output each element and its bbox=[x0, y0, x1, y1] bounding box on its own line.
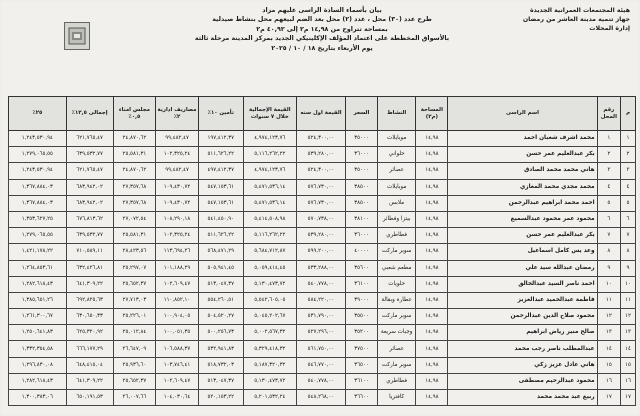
area-cell: ١٤,٩٨ bbox=[416, 341, 448, 357]
bidder-name: هاني محمد محمد الصادق bbox=[448, 163, 597, 179]
insurance-cell: ٥٣٢,٩٤١,٨٣ bbox=[198, 341, 243, 357]
first-year-value: ٥٢٤,٣٠٠,٠٠ bbox=[296, 131, 345, 147]
price-cell: ٣٦٠٠٠ bbox=[346, 147, 378, 163]
council-cell: ٢٥,٦٥٢,٣٧ bbox=[113, 276, 156, 292]
first-year-value: ٥٤٠,٧٧٨,٠٠ bbox=[296, 276, 345, 292]
table-row bbox=[9, 179, 636, 195]
first-year-value: ٥٣٩,٢٨٠,٠٠ bbox=[296, 228, 345, 244]
total-value-7y: ٥,١٣٠,٤٧٣,٧٢ bbox=[243, 373, 296, 389]
total-cell: ٦٢١,٧٦٥,٤٧ bbox=[66, 131, 113, 147]
area-cell: ١٤,٩٨ bbox=[416, 260, 448, 276]
price-cell: ٣٦٦٠٠ bbox=[346, 390, 378, 406]
total-cell: ٦٤٨,٤١٥,٠٤ bbox=[66, 357, 113, 373]
total-value-7y: ٥,٠٥٩,٤١٤,٤٥ bbox=[243, 260, 296, 276]
first-year-value: ٥٣١,٧٩٠,٠٠ bbox=[296, 309, 345, 325]
total-cell: ٦٩٢,٨٢٥,٦٣ bbox=[66, 292, 113, 308]
price-cell: ٣٨٥٠٠ bbox=[346, 195, 378, 211]
percent-25-cell: ١,٣٣٢,٣٥٤,٥٨ bbox=[9, 341, 67, 357]
price-cell: ٣٦٠٠٠ bbox=[346, 228, 378, 244]
activity-cell: ملابس bbox=[377, 195, 415, 211]
bidder-name: بكر عبدالعليم عمر حسن bbox=[448, 147, 597, 163]
shop-number: ٣ bbox=[597, 163, 620, 179]
price-cell: ٣٦١٠٠ bbox=[346, 276, 378, 292]
total-cell: ٦٦٦,١٧٧,٢٩ bbox=[66, 341, 113, 357]
council-cell: ٢٥,٠١٢,٨٤ bbox=[113, 325, 156, 341]
percent-25-cell: ١,٣٦٧,٨٨٤,٠٣ bbox=[9, 195, 67, 211]
total-cell: ٦٤١,٣٠٩,٢٢ bbox=[66, 373, 113, 389]
total-cell: ٦٨٣,٩٤٢,٠٢ bbox=[66, 179, 113, 195]
table-row bbox=[9, 260, 636, 276]
shop-number: ٢ bbox=[597, 147, 620, 163]
issuing-authority bbox=[480, 6, 630, 33]
insurance-cell: ٥٤٧,١٥٣,٦١ bbox=[198, 179, 243, 195]
row-number: ١١ bbox=[621, 292, 636, 308]
council-cell: ٢٦,٠٠٧,٦٦ bbox=[113, 390, 156, 406]
total-cell: ٦٧٦,٨١٣,٦٢ bbox=[66, 211, 113, 227]
first-year-value: ٥٧٠,٧٣٨,٠٠ bbox=[296, 211, 345, 227]
insurance-cell: ٥١٣,٠٤٧,٣٧ bbox=[198, 373, 243, 389]
activity-cell: مطعم شعبي bbox=[377, 260, 415, 276]
document-title bbox=[172, 6, 472, 53]
total-value-7y: ٥,٥٤٢,٦٠٥,٠٥ bbox=[243, 292, 296, 308]
price-cell: ٣٩٠٠٠ bbox=[346, 292, 378, 308]
admin-fees-cell: ١٠٠,٠٥١,٣٥ bbox=[156, 325, 199, 341]
bidder-name: بكر عبدالعليم عمر حسن bbox=[448, 228, 597, 244]
first-year-value: ٥٢٤,٣٠٠,٠٠ bbox=[296, 163, 345, 179]
council-cell: ٢٧,٣٥٧,٦٨ bbox=[113, 195, 156, 211]
area-cell: ١٤,٩٨ bbox=[416, 131, 448, 147]
council-cell: ٢٧,٣٥٧,٦٨ bbox=[113, 179, 156, 195]
insurance-cell: ٥٥٤,٢٦٠,٥١ bbox=[198, 292, 243, 308]
percent-25-cell: ١,٢٤٣,٥٣٠,٩٤ bbox=[9, 131, 67, 147]
table-row bbox=[9, 325, 636, 341]
admin-fees-cell: ١٠٩,٤٣٠,٧٢ bbox=[156, 195, 199, 211]
activity-cell: سوبر ماركت bbox=[377, 244, 415, 260]
shop-number: ٦ bbox=[597, 211, 620, 227]
shop-number: ١ bbox=[597, 131, 620, 147]
area-cell: ١٤,٩٨ bbox=[416, 292, 448, 308]
insurance-cell: ٥٠٥,٩٤١,٤٥ bbox=[198, 260, 243, 276]
activity-cell: حلويات bbox=[377, 276, 415, 292]
bidder-name: فاطمة عبدالحميد عبدالعزيز bbox=[448, 292, 597, 308]
council-cell: ٢٥,٢٢٦,٠١ bbox=[113, 309, 156, 325]
admin-fees-cell: ١٠٢,٦٠٩,٤٧ bbox=[156, 276, 199, 292]
total-value-7y: ٥,٤٧١,٥٣٦,١٤ bbox=[243, 179, 296, 195]
activity-cell: سوبر ماركت bbox=[377, 357, 415, 373]
row-number: ١٣ bbox=[621, 325, 636, 341]
activity-cell: كافتريا bbox=[377, 390, 415, 406]
council-cell: ٢٥,٦٥٢,٣٧ bbox=[113, 373, 156, 389]
row-number: ٦ bbox=[621, 211, 636, 227]
col-header-area: المساحة (م٢) bbox=[416, 97, 448, 131]
area-cell: ١٤,٩٨ bbox=[416, 195, 448, 211]
activity-cell: بيتزا وفطائر bbox=[377, 211, 415, 227]
row-number: ٤ bbox=[621, 179, 636, 195]
first-year-value: ٥٧٦,٧٣٠,٠٠ bbox=[296, 179, 345, 195]
table-row bbox=[9, 244, 636, 260]
authority-line-3: إدارة المحلات bbox=[589, 25, 630, 32]
shop-number: ١٠ bbox=[597, 276, 620, 292]
activity-cell: عصائر bbox=[377, 163, 415, 179]
total-cell: ٦٥٠,١٩١,٥٣ bbox=[66, 390, 113, 406]
total-cell: ٦٣٩,٥٣٢,٧٧ bbox=[66, 147, 113, 163]
admin-fees-cell: ١٠٤,٠٣٠,٦٤ bbox=[156, 390, 199, 406]
area-cell: ١٤,٩٨ bbox=[416, 325, 448, 341]
area-cell: ١٤,٩٨ bbox=[416, 163, 448, 179]
first-year-value: ٥٤٦,٧٧٠,٠٠ bbox=[296, 357, 345, 373]
activity-cell: عصائر bbox=[377, 341, 415, 357]
shop-number: ٧ bbox=[597, 228, 620, 244]
row-number: ٣ bbox=[621, 163, 636, 179]
shop-number: ١٢ bbox=[597, 309, 620, 325]
first-year-value: ٥٢٧,٢٩٦,٠٠ bbox=[296, 325, 345, 341]
price-cell: ٣٧٥٠٠ bbox=[346, 341, 378, 357]
price-cell: ٣٦٥٠٠ bbox=[346, 357, 378, 373]
authority-line-1: هيئة المجتمعات العمرانية الجديدة bbox=[529, 7, 630, 14]
first-year-value: ٥٣٩,٢٨٠,٠٠ bbox=[296, 147, 345, 163]
insurance-cell: ٥١١,٦٢٦,٢٢ bbox=[198, 228, 243, 244]
shop-number: ١٥ bbox=[597, 357, 620, 373]
total-value-7y: ٥,٤٧١,٥٣٦,١٤ bbox=[243, 195, 296, 211]
council-cell: ٢٥,٩٣٦,٦٠ bbox=[113, 357, 156, 373]
area-cell: ١٤,٩٨ bbox=[416, 309, 448, 325]
area-cell: ١٤,٩٨ bbox=[416, 276, 448, 292]
row-number: ١٠ bbox=[621, 276, 636, 292]
shop-number: ٥ bbox=[597, 195, 620, 211]
table-header-row bbox=[9, 97, 636, 131]
council-cell: ٢٨,٤٢٣,٥٦ bbox=[113, 244, 156, 260]
first-year-value: ٥٩٩,٢٠٠,٠٠ bbox=[296, 244, 345, 260]
percent-25-cell: ١,٢٩٦,٨٣٠,٠٨ bbox=[9, 357, 67, 373]
table-row bbox=[9, 292, 636, 308]
table-row bbox=[9, 373, 636, 389]
first-year-value: ٥٧٦,٧٣٠,٠٠ bbox=[296, 195, 345, 211]
total-cell: ٦٣٠,٦٥٠,٣٣ bbox=[66, 309, 113, 325]
row-number: ١٤ bbox=[621, 341, 636, 357]
table-row bbox=[9, 228, 636, 244]
bidder-name: احمد محمد ابراهيم عبدالرحمن bbox=[448, 195, 597, 211]
area-cell: ١٤,٩٨ bbox=[416, 373, 448, 389]
col-header-total-value: القيمة الإجمالية خلال ٧ سنوات bbox=[243, 97, 296, 131]
row-number: ١٢ bbox=[621, 309, 636, 325]
total-value-7y: ٥,١١٦,٢٦٢,٢٢ bbox=[243, 147, 296, 163]
total-value-7y: ٤,٩٧٤,١٢٣,٧٦ bbox=[243, 131, 296, 147]
first-year-value: ٥٤٠,٧٧٨,٠٠ bbox=[296, 373, 345, 389]
total-cell: ٦٤١,٣٠٩,٢٢ bbox=[66, 276, 113, 292]
col-header-admin-fees: مصاريف ادارية ٢٪ bbox=[156, 97, 199, 131]
admin-fees-cell: ١٠٢,٦٠٩,٤٧ bbox=[156, 373, 199, 389]
bidder-name: محمود عبدالرحيم مصطفى bbox=[448, 373, 597, 389]
total-value-7y: ٥,٠٠٢,٥٦٧,٣٢ bbox=[243, 325, 296, 341]
bidder-name: محمود صلاح الدين عبدالرحمن bbox=[448, 309, 597, 325]
activity-cell: عطارة وبقالة bbox=[377, 292, 415, 308]
total-value-7y: ٥,٣٢٩,٤١٨,٣٢ bbox=[243, 341, 296, 357]
total-cell: ٦٣٩,٥٣٢,٧٧ bbox=[66, 228, 113, 244]
table-row bbox=[9, 341, 636, 357]
price-cell: ٣٥٠٠٠ bbox=[346, 163, 378, 179]
admin-fees-cell: ١٠٩,٤٣٠,٧٢ bbox=[156, 179, 199, 195]
area-cell: ١٤,٩٨ bbox=[416, 179, 448, 195]
table-row bbox=[9, 309, 636, 325]
col-header-no: م bbox=[621, 97, 636, 131]
insurance-cell: ١٩٧,٤١٢,٣٧ bbox=[198, 131, 243, 147]
percent-25-cell: ١,٤٢١,١٧٨,٢٢ bbox=[9, 244, 67, 260]
council-cell: ٢٧,٠٧٢,٥٤ bbox=[113, 211, 156, 227]
bidder-name: رمضان عبدالله سيد علي bbox=[448, 260, 597, 276]
title-line-5: يوم الأربعاء بتاريخ ١٨ / ١٠ / ٢٠٢٥ bbox=[271, 44, 373, 52]
shop-number: ١٦ bbox=[597, 373, 620, 389]
admin-fees-cell: ١٠٠,٩٠٤,٠٥ bbox=[156, 309, 199, 325]
total-value-7y: ٥,٢٠١,٥٣٢,٢٤ bbox=[243, 390, 296, 406]
shop-number: ٨ bbox=[597, 244, 620, 260]
council-cell: ٢٥,٢٩٧,٠٧ bbox=[113, 260, 156, 276]
area-cell: ١٤,٩٨ bbox=[416, 147, 448, 163]
table-row bbox=[9, 276, 636, 292]
council-cell: ٢٤,٨٧٠,٦٢ bbox=[113, 163, 156, 179]
total-cell: ٦٨٣,٩٤٢,٠٢ bbox=[66, 195, 113, 211]
activity-cell: فطاطري bbox=[377, 373, 415, 389]
col-header-activity: النشاط bbox=[377, 97, 415, 131]
shop-number: ١٧ bbox=[597, 390, 620, 406]
total-value-7y: ٥,١٣٠,٤٧٣,٧٢ bbox=[243, 276, 296, 292]
admin-fees-cell: ١٠٦,٥٨٨,٣٧ bbox=[156, 341, 199, 357]
table-row bbox=[9, 357, 636, 373]
insurance-cell: ٥٠٠,٢٥٦,٧٣ bbox=[198, 325, 243, 341]
percent-25-cell: ١,٢٦١,٣٠٠,٦٧ bbox=[9, 309, 67, 325]
row-number: ٥ bbox=[621, 195, 636, 211]
col-header-price: السعر bbox=[346, 97, 378, 131]
price-cell: ٣٥٦٠٠ bbox=[346, 260, 378, 276]
table-row bbox=[9, 163, 636, 179]
row-number: ١٦ bbox=[621, 373, 636, 389]
total-value-7y: ٤,٩٧٤,١٢٣,٧٦ bbox=[243, 163, 296, 179]
admin-fees-cell: ١٠٢,٣٢٥,٢٤ bbox=[156, 228, 199, 244]
bidder-name: محمود عمر محمود عبدالسميع bbox=[448, 211, 597, 227]
col-header-total: إجمالى ١٢,٥٪ bbox=[66, 97, 113, 131]
area-cell: ١٤,٩٨ bbox=[416, 357, 448, 373]
activity-cell: موبايلات bbox=[377, 179, 415, 195]
table-row bbox=[9, 147, 636, 163]
first-year-value: ٥٨٤,٢٢٠,٠٠ bbox=[296, 292, 345, 308]
council-cell: ٢٤,٨٧٠,٦٢ bbox=[113, 131, 156, 147]
table-row bbox=[9, 211, 636, 227]
bidder-name: احمد ناصر السيد عبدالخالق bbox=[448, 276, 597, 292]
price-cell: ٤٠٠٠٠ bbox=[346, 244, 378, 260]
title-line-4: بالأسواق المخططة على اعتماد المؤلف الإكلينيكي الجديد بمركز المدينة مرحلة ثالثة bbox=[194, 35, 450, 43]
percent-25-cell: ١,٢٧٩,٠٦٥,٥٥ bbox=[9, 147, 67, 163]
admin-fees-cell: ١٠٢,٣٢٥,٢٤ bbox=[156, 147, 199, 163]
total-value-7y: ٥,٤١٤,٥٠٨,٩٨ bbox=[243, 211, 296, 227]
shop-number: ١١ bbox=[597, 292, 620, 308]
area-cell: ١٤,٩٨ bbox=[416, 228, 448, 244]
percent-25-cell: ١,٣٥٣,٦٢٧,٢٥ bbox=[9, 211, 67, 227]
bidder-name: محمد اشرف شعبان احمد bbox=[448, 131, 597, 147]
title-line-3: بمساحة تتراوح من ١٤,٩٨ م٢ إلى ٤٠,٩٢ م٢ bbox=[256, 25, 388, 33]
price-cell: ٣٨١٠٠ bbox=[346, 211, 378, 227]
col-header-insurance: تأمين ١٠٪ bbox=[198, 97, 243, 131]
insurance-cell: ٤٩٧,٤١٢,٣٧ bbox=[198, 163, 243, 179]
percent-25-cell: ١,٣٦٧,٨٨٤,٠٣ bbox=[9, 179, 67, 195]
row-number: ١٥ bbox=[621, 357, 636, 373]
council-cell: ٢٦,٦٤٧,٠٩ bbox=[113, 341, 156, 357]
admin-fees-cell: ٩٩,٤٨٢,٤٧ bbox=[156, 131, 199, 147]
admin-fees-cell: ١٠٨,٢٩٠,١٨ bbox=[156, 211, 199, 227]
shop-number: ٤ bbox=[597, 179, 620, 195]
activity-cell: سوبر ماركت bbox=[377, 309, 415, 325]
admin-fees-cell: ٩٩,٤٨٢,٤٧ bbox=[156, 163, 199, 179]
title-line-2: طرح عدد (٣٠) محل ، عدد (٢) محل بعد الضم لبيعهم محل بنشاط صيدلية bbox=[212, 16, 432, 24]
first-year-value: ٥٦١,٧٥٠,٠٠ bbox=[296, 341, 345, 357]
price-cell: ٣٥٥٠٠ bbox=[346, 309, 378, 325]
insurance-cell: ٥٢٠,١٥٣,٢٢ bbox=[198, 390, 243, 406]
percent-25-cell: ١,٢٧٩,٠٦٥,٥٥ bbox=[9, 228, 67, 244]
bidder-name: وعد يس كامل اسماعيل bbox=[448, 244, 597, 260]
row-number: ٩ bbox=[621, 260, 636, 276]
insurance-cell: ٥١١,٦٢٦,٢٢ bbox=[198, 147, 243, 163]
total-cell: ٧١٠,٥٨٩,١١ bbox=[66, 244, 113, 260]
insurance-cell: ٥٦٨,٤٧١,٢٩ bbox=[198, 244, 243, 260]
bidder-name: عبدالمطلب ناصر رجب محمد bbox=[448, 341, 597, 357]
total-value-7y: ٥,٠٤٥,٢٠٢,٦٧ bbox=[243, 309, 296, 325]
bidder-name: محمد مجدي محمد المغازي bbox=[448, 179, 597, 195]
percent-25-cell: ١,٣٨٥,٦٥١,٢٦ bbox=[9, 292, 67, 308]
insurance-cell: ٥٤٧,١٥٣,٦١ bbox=[198, 195, 243, 211]
activity-cell: وجبات سريعة bbox=[377, 325, 415, 341]
bidder-name: ربيع عبد محمد محمد bbox=[448, 390, 597, 406]
council-cell: ٢٧,٧١٣,٠٣ bbox=[113, 292, 156, 308]
authority-logo bbox=[64, 22, 90, 50]
council-cell: ٢٥,٥٨١,٣١ bbox=[113, 147, 156, 163]
shop-number: ١٤ bbox=[597, 341, 620, 357]
logo-emblem-icon bbox=[68, 26, 86, 46]
area-cell: ١٤,٩٨ bbox=[416, 390, 448, 406]
total-value-7y: ٥,١٨٧,٣٢٠,٣٢ bbox=[243, 357, 296, 373]
price-cell: ٣٥٠٠٠ bbox=[346, 131, 378, 147]
table-body bbox=[9, 131, 636, 406]
activity-cell: فطاطري bbox=[377, 228, 415, 244]
price-cell: ٣٦١٠٠ bbox=[346, 373, 378, 389]
council-cell: ٢٥,٥٨١,٣١ bbox=[113, 228, 156, 244]
bidder-name: صالح منير رياض ابراهيم bbox=[448, 325, 597, 341]
percent-25-cell: ١,٢٦٤,٨٥٣,٦١ bbox=[9, 260, 67, 276]
insurance-cell: ٥٠٤,٥٢٠,٢٧ bbox=[198, 309, 243, 325]
col-header-council: مجلس امناء ٠,٥٪ bbox=[113, 97, 156, 131]
insurance-cell: ٥١٨,٧٣٢,٠٣ bbox=[198, 357, 243, 373]
area-cell: ١٤,٩٨ bbox=[416, 244, 448, 260]
total-cell: ٦٢١,٧٦٥,٤٧ bbox=[66, 163, 113, 179]
percent-25-cell: ١,٢٨٢,٦١٨,٤٣ bbox=[9, 276, 67, 292]
table-row bbox=[9, 131, 636, 147]
percent-25-cell: ١,٢٨٢,٦١٨,٤٣ bbox=[9, 373, 67, 389]
activity-cell: حلواني bbox=[377, 147, 415, 163]
col-header-name: اسم الراسى bbox=[448, 97, 597, 131]
bidder-name: هاني عادل عزيز زكي bbox=[448, 357, 597, 373]
row-number: ١٧ bbox=[621, 390, 636, 406]
total-cell: ٦٢٥,٣٢٠,٩٢ bbox=[66, 325, 113, 341]
table-row bbox=[9, 195, 636, 211]
shop-number: ١٣ bbox=[597, 325, 620, 341]
row-number: ٢ bbox=[621, 147, 636, 163]
insurance-cell: ٥١٣,٠٤٧,٣٧ bbox=[198, 276, 243, 292]
insurance-cell: ٥٤١,٤٥٠,٩٠ bbox=[198, 211, 243, 227]
percent-25-cell: ١,٢٤٣,٥٣٠,٩٤ bbox=[9, 163, 67, 179]
bidders-table bbox=[8, 96, 636, 406]
admin-fees-cell: ١١٠,٨٥٢,١٠ bbox=[156, 292, 199, 308]
total-value-7y: ٥,٦٨٤,٧١٢,٨٧ bbox=[243, 244, 296, 260]
title-line-1: بيان بأسماء السادة الراسى عليهم مزاد bbox=[262, 7, 382, 14]
col-header-year-value: القيمة اول سنه bbox=[296, 97, 345, 131]
admin-fees-cell: ١٠٣,٧٤٦,٤١ bbox=[156, 357, 199, 373]
total-value-7y: ٥,١١٦,٢٦٢,٢٢ bbox=[243, 228, 296, 244]
activity-cell: موبايلات bbox=[377, 131, 415, 147]
document-page bbox=[2, 2, 638, 414]
admin-fees-cell: ١١٣,٦٩٤,٢٦ bbox=[156, 244, 199, 260]
percent-25-cell: ١,٣٠٠,٣٨٣,٠٦ bbox=[9, 390, 67, 406]
total-cell: ٦٣٢,٤٢٦,٨١ bbox=[66, 260, 113, 276]
row-number: ١ bbox=[621, 131, 636, 147]
admin-fees-cell: ١٠١,١٨٨,٢٩ bbox=[156, 260, 199, 276]
price-cell: ٣٨٥٠٠ bbox=[346, 179, 378, 195]
first-year-value: ٥٤٨,٢٦٨,٠٠ bbox=[296, 390, 345, 406]
col-header-25-percent: ٢٥٪ bbox=[9, 97, 67, 131]
first-year-value: ٥٣٣,٢٨٨,٠٠ bbox=[296, 260, 345, 276]
area-cell: ١٤,٩٨ bbox=[416, 211, 448, 227]
authority-line-2: جهاز تنمية مدينة العاشر من رمضان bbox=[522, 16, 630, 23]
shop-number: ٩ bbox=[597, 260, 620, 276]
col-header-shop: رقم المحل bbox=[597, 97, 620, 131]
percent-25-cell: ١,٢٥٠,٦٤١,٨٣ bbox=[9, 325, 67, 341]
price-cell: ٣٥٢٠٠ bbox=[346, 325, 378, 341]
table-row bbox=[9, 390, 636, 406]
row-number: ٨ bbox=[621, 244, 636, 260]
row-number: ٧ bbox=[621, 228, 636, 244]
